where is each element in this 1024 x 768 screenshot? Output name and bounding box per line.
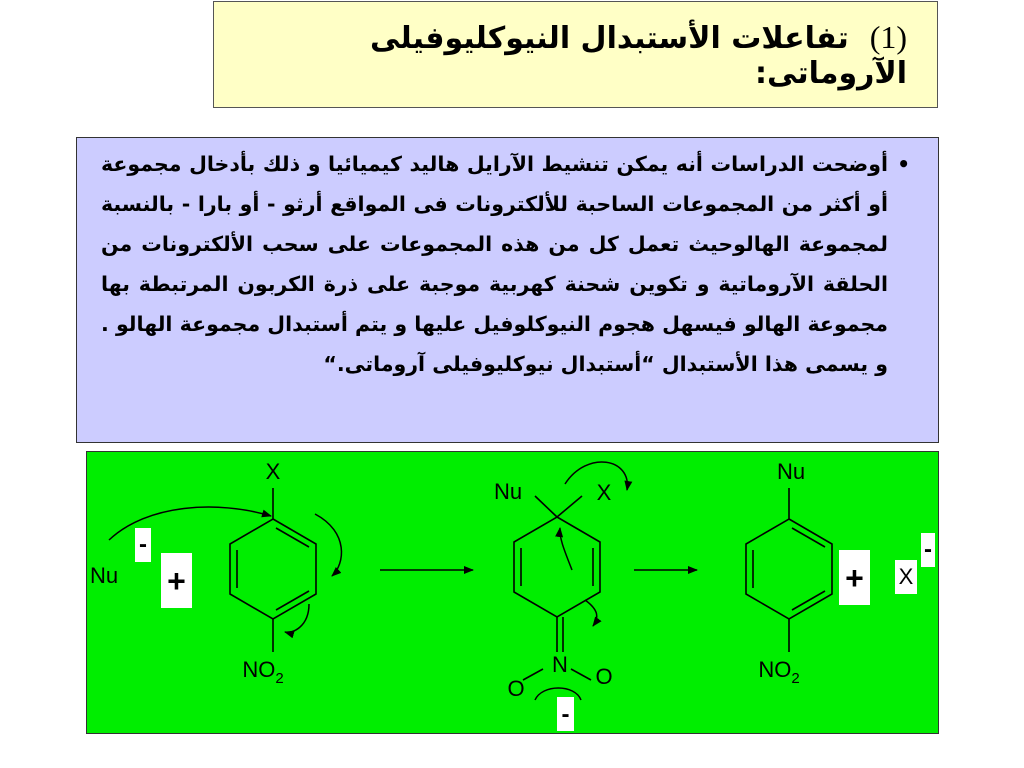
- reaction-scheme: [86, 451, 939, 734]
- intermediate-o-left: O: [507, 676, 525, 701]
- slide-title: [214, 19, 907, 91]
- reactant-x-label: X: [265, 459, 281, 484]
- bullet-icon: •: [897, 152, 910, 176]
- intermediate-o-right: O: [595, 664, 613, 689]
- title-text: تفاعلات الأستبدال النيوكليوفيلى الآروماتى:: [370, 20, 907, 91]
- reactant-ring: [230, 488, 316, 652]
- ring-arrow-bottom: [285, 604, 309, 632]
- intermediate-arrow-up: [560, 528, 572, 570]
- nu-charge: -: [139, 531, 147, 558]
- intermediate-charge: -: [561, 701, 570, 728]
- intermediate-arrow-down: [585, 600, 597, 626]
- reaction-diagram: [87, 452, 940, 735]
- body-box: [76, 137, 939, 443]
- reactant-no2-label: $NO_2$: [242, 657, 284, 687]
- plus-sign-left: +: [167, 563, 186, 599]
- intermediate-x-label: X: [596, 480, 612, 505]
- nucleophile-label: Nu: [90, 563, 119, 588]
- product-no2-label: $NO_2$: [758, 657, 800, 687]
- body-text: أوضحت الدراسات أنه يمكن تنشيط الآرايل هاليد كيميائيا و ذلك بأدخال مجموعة أو أكثر من المجموعات الساحبة للألكترونات فى المواقع أرثو - أو بارا - بالنسبة لمجموعة الهالوحيث تعمل كل من هذه المجموعات على سحب الألكترونات من الحلقة الآروماتية و تكوين شحنة كهربية موجبة على ذرة الكربون المرتبطة بها مجموعة الهالو فيسهل هجوم النيوكلوفيل عليها و يتم أستبدال مجموعة الهالو . و يسمى هذا الأستبدال “أستبدال نيوكليوفيلى آروماتى.“: [101, 152, 888, 376]
- intermediate-nu-label: Nu: [493, 479, 523, 504]
- ring-arrow-top: [315, 514, 341, 576]
- product-nu-label: Nu: [776, 459, 806, 484]
- leaving-charge: -: [924, 536, 932, 563]
- intermediate-n-label: N: [552, 652, 568, 677]
- title-number: (1): [869, 18, 907, 55]
- plus-sign-right: +: [845, 560, 864, 596]
- product-ring: [746, 488, 832, 652]
- leaving-x-label: X: [898, 564, 914, 589]
- body-paragraph: [101, 144, 910, 384]
- title-box: [213, 1, 938, 108]
